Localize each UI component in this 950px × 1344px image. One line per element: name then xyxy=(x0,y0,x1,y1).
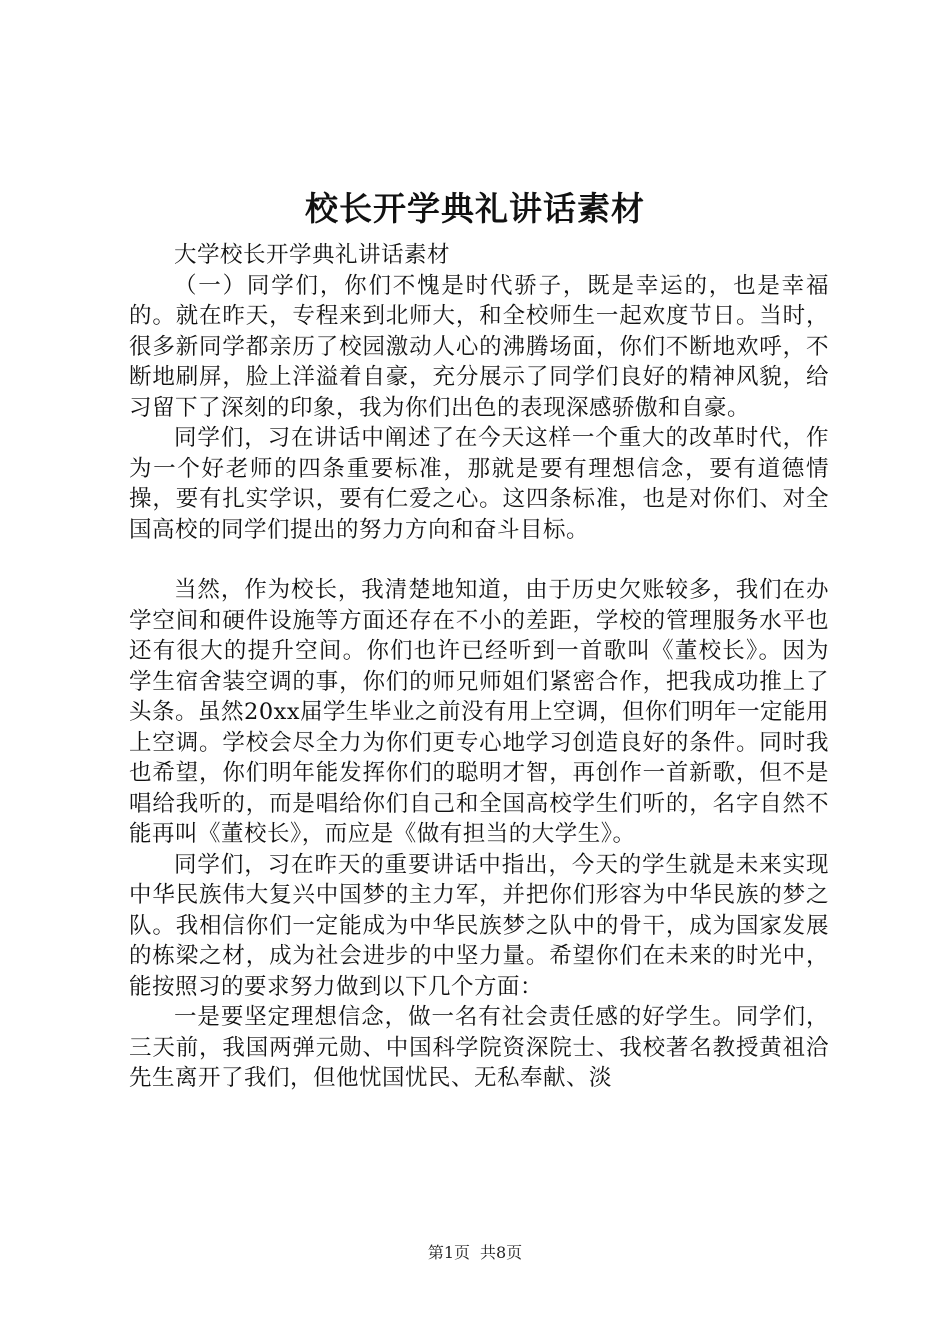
page-number: 第1页 xyxy=(427,1243,470,1262)
body-paragraph: 同学们，习在昨天的重要讲话中指出，今天的学生就是未来实现中华民族伟大复兴中国梦的主力军，并把你们形容为中华民族的梦之队。我相信你们一定能成为中华民族梦之队中的骨干，成为国家发展的栋梁之材，成为社会进步的中坚力量。希望你们在未来的时光中，能按照习的要求努力做到以下几个方面： xyxy=(129,851,829,1000)
page-total: 共8页 xyxy=(480,1243,523,1262)
page-footer xyxy=(0,1242,950,1264)
body-paragraph: 一是要坚定理想信念，做一名有社会责任感的好学生。同学们，三天前，我国两弹元勋、中国科学院资深院士、我校著名教授黄祖洽先生离开了我们，但他忧国忧民、无私奉献、淡 xyxy=(129,1004,829,1091)
body-paragraph: （一）同学们，你们不愧是时代骄子，既是幸运的，也是幸福的。就在昨天，专程来到北师大，和全校师生一起欢度节日。当时，很多新同学都亲历了校园激动人心的沸腾场面，你们不断地欢呼，不断地刷屏，脸上洋溢着自豪，充分展示了同学们良好的精神风貌，给习留下了深刻的印象，我为你们出色的表现深感骄傲和自豪。 xyxy=(129,272,829,421)
body-paragraph: 同学们，习在讲话中阐述了在今天这样一个重大的改革时代，作为一个好老师的四条重要标准，那就是要有理想信念，要有道德情操，要有扎实学识，要有仁爱之心。这四条标准，也是对你们、对全国高校的同学们提出的努力方向和奋斗目标。 xyxy=(129,425,829,543)
subtitle-paragraph: 大学校长开学典礼讲话素材 xyxy=(174,242,451,268)
page-title: 校长开学典礼讲话素材 xyxy=(305,189,645,228)
body-paragraph: 当然，作为校长，我清楚地知道，由于历史欠账较多，我们在办学空间和硬件设施等方面还存在不小的差距，学校的管理服务水平也还有很大的提升空间。你们也许已经听到一首歌叫《董校长》。因为学生宿舍装空调的事，你们的师兄师姐们紧密合作，把我成功推上了头条。虽然20xx届学生毕业之前没有用上空调，但你们明年一定能用上空调。学校会尽全力为你们更专心地学习创造良好的条件。同时我也希望，你们明年能发挥你们的聪明才智，再创作一首新歌，但不是唱给我听的，而是唱给你们自己和全国高校学生们听的，名字自然不能再叫《董校长》，而应是《做有担当的大学生》。 xyxy=(129,577,830,847)
document-body xyxy=(129,240,829,1094)
